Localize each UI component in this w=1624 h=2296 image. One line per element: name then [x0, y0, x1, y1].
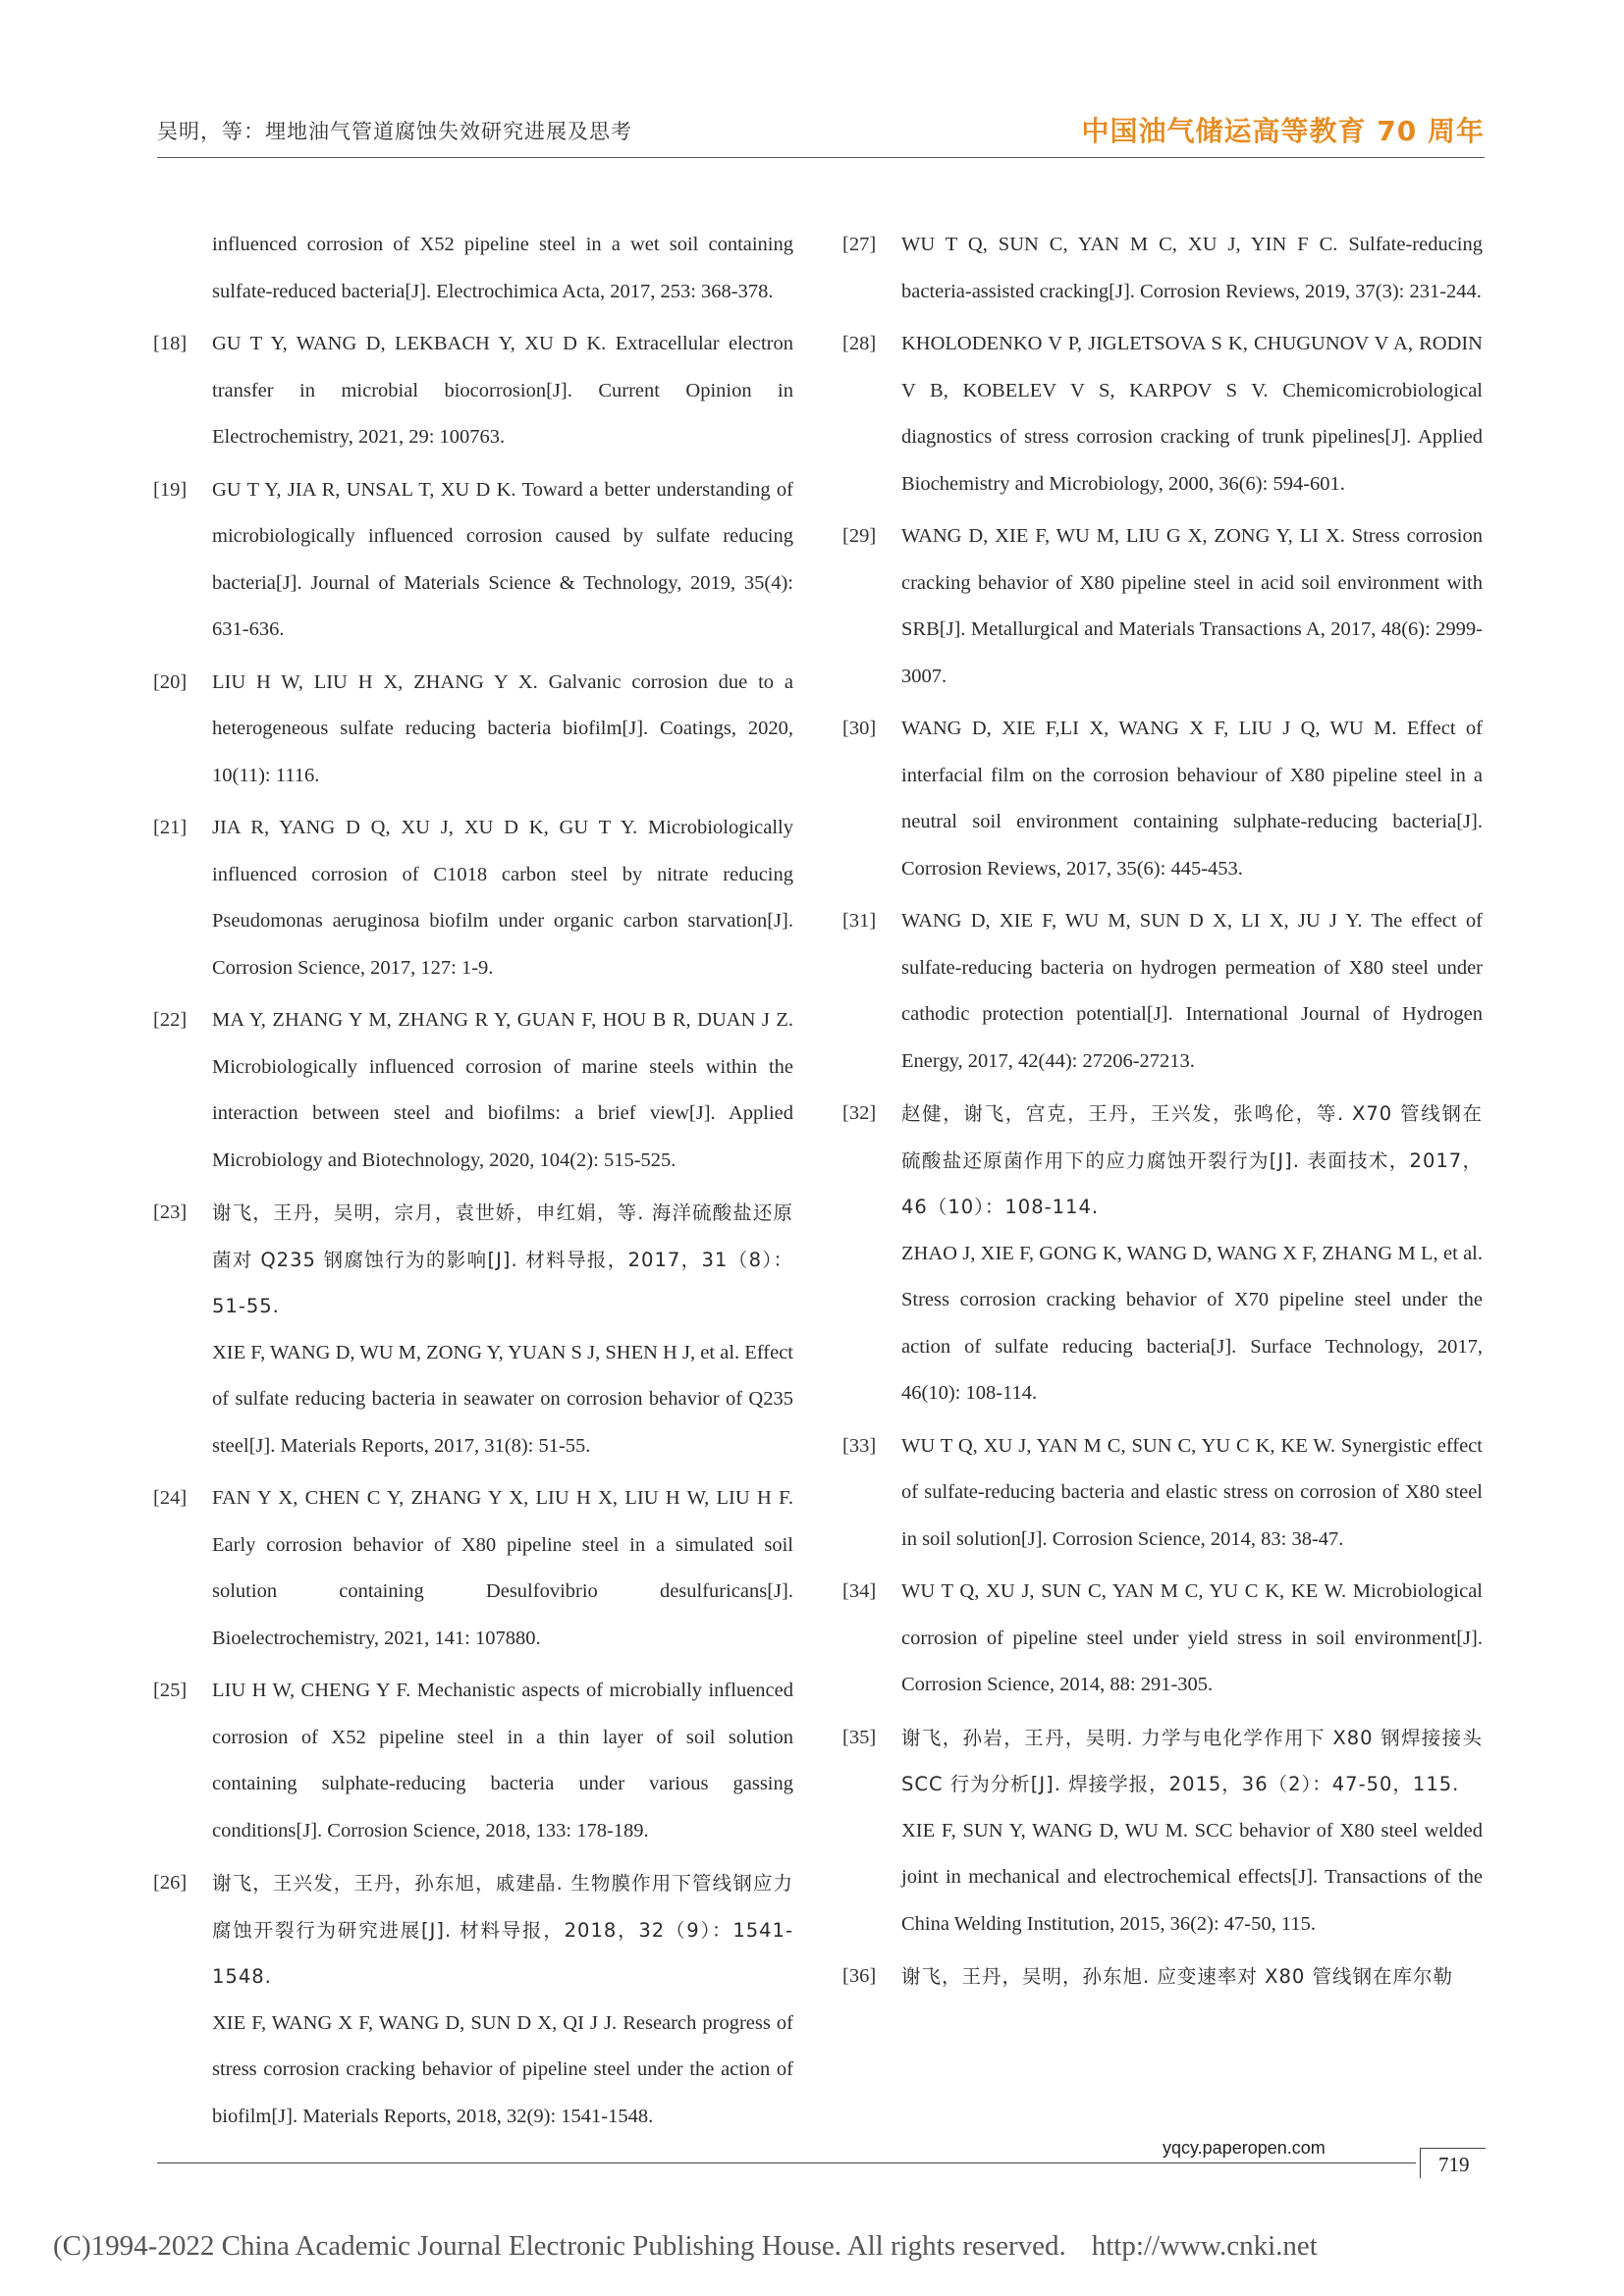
reference-item [842, 898, 1483, 1085]
reference-item [842, 513, 1483, 700]
reference-text: WU T Q, XU J, YAN M C, SUN C, YU C K, KE W. Synergistic effect of sulfate-reducing bacteria and elastic stress on corrosion of X80 steel in soil solution[J]. Corrosion Science, 2014, 83: 38-47. [901, 1434, 1483, 1550]
reference-number: [29] [842, 525, 877, 547]
reference-text-chinese: 谢飞，王兴发，王丹，孙东旭，戚建晶. 生物膜作用下管线钢应力腐蚀开裂行为研究进展[J]. 材料导报，2018，32（9）：1541-1548. [212, 1872, 793, 1988]
reference-number: [23] [153, 1201, 188, 1223]
reference-number: [19] [153, 478, 188, 501]
journal-website[interactable]: yqcy.paperopen.com [1163, 2138, 1326, 2158]
reference-number: [31] [842, 910, 877, 932]
reference-item [153, 1860, 793, 2140]
reference-item [842, 1423, 1483, 1564]
page-number: 719 [1438, 2153, 1470, 2176]
page-number-box [1420, 2148, 1486, 2178]
reference-number: [28] [842, 333, 877, 354]
reference-text-chinese: 谢飞，王丹，吴明，孙东旭. 应变速率对 X80 管线钢在库尔勒 [901, 1965, 1453, 1988]
reference-text: LIU H W, LIU H X, ZHANG Y X. Galvanic corrosion due to a heterogeneous sulfate reducing bacteria biofilm[J]. Coatings, 2020, 10(11): 1116. [212, 670, 793, 786]
reference-text: JIA R, YANG D Q, XU J, XU D K, GU T Y. Microbiologically influenced corrosion of C1018 carbon steel by nitrate reducing Pseudomonas aeruginosa biofilm under organic carbon starvation[J]. Corrosion Science, 2017, 127: 1-9. [212, 817, 793, 979]
reference-text: MA Y, ZHANG Y M, ZHANG R Y, GUAN F, HOU B R, DUAN J Z. Microbiologically influenced corrosion of marine steels within the interaction between steel and biofilms: a brief view[J]. Applied Microbiology and Biotechnology, 2020, 104(2): 515-525. [212, 1009, 793, 1171]
header-divider [157, 157, 1485, 158]
references-left-column [153, 222, 793, 2140]
reference-number: [24] [153, 1487, 188, 1509]
reference-number: [18] [153, 333, 188, 354]
reference-item [842, 1953, 1483, 2001]
cnki-url[interactable]: http://www.cnki.net [1091, 2230, 1318, 2262]
reference-number: [26] [153, 1872, 188, 1894]
reference-number: [35] [842, 1726, 877, 1748]
reference-text: WU T Q, SUN C, YAN M C, XU J, YIN F C. Sulfate-reducing bacteria-assisted cracking[J]. Corrosion Reviews, 2019, 37(3): 231-244. [901, 234, 1483, 302]
reference-number: [33] [842, 1434, 877, 1457]
reference-number: [36] [842, 1965, 877, 1987]
reference-number: [25] [153, 1680, 188, 1701]
copyright-text: (C)1994-2022 China Academic Journal Electronic Publishing House. All rights reserved. [53, 2230, 1066, 2262]
reference-item [842, 1715, 1483, 1949]
reference-text: XIE F, SUN Y, WANG D, WU M. SCC behavior of X80 steel welded joint in mechanical and electrochemical effects[J]. Transactions of the China Welding Institution, 2015, 36(2): 47-50, 115. [901, 1819, 1483, 1935]
reference-text-chinese: 谢飞，王丹，吴明，宗月，袁世娇，申红娟，等. 海洋硫酸盐还原菌对 Q235 钢腐蚀行为的影响[J]. 材料导报，2017，31（8）：51-55. [212, 1201, 793, 1317]
reference-item [153, 1668, 793, 1854]
reference-text: ZHAO J, XIE F, GONG K, WANG D, WANG X F, ZHANG M L, et al. Stress corrosion cracking behavior of X70 pipeline steel under the action of sulfate reducing bacteria[J]. Surface Technology, 2017, 46(10): 108-114. [901, 1242, 1483, 1404]
reference-text: FAN Y X, CHEN C Y, ZHANG Y X, LIU H X, LIU H W, LIU H F. Early corrosion behavior of X80 pipeline steel in a simulated soil solution containing Desulfovibrio desulfuricans[J]. Bioelectrochemistry, 2021, 141: 107880. [212, 1487, 793, 1649]
running-header-journal-banner: 中国油气储运高等教育 70 周年 [1081, 115, 1485, 147]
reference-text: WANG D, XIE F,LI X, WANG X F, LIU J Q, WU M. Effect of interfacial film on the corrosion behaviour of X80 pipeline steel in a neutral soil environment containing sulphate-reducing bacteria[J]. Corrosion Reviews, 2017, 35(6): 445-453. [901, 718, 1483, 880]
reference-item [153, 1190, 793, 1469]
reference-number: [22] [153, 1009, 188, 1031]
reference-text: GU T Y, WANG D, LEKBACH Y, XU D K. Extracellular electron transfer in microbial biocorrosion[J]. Current Opinion in Electrochemistry, 2021, 29: 100763. [212, 333, 793, 448]
running-header-authors-title: 吴明，等：埋地油气管道腐蚀失效研究进展及思考 [157, 120, 632, 143]
reference-text: WANG D, XIE F, WU M, LIU G X, ZONG Y, LI X. Stress corrosion cracking behavior of X80 pipeline steel in acid soil environment with SRB[J]. Metallurgical and Materials Transactions A, 2017, 48(6): 2999-3007. [901, 525, 1483, 687]
reference-text-chinese: 赵健，谢飞，宫克，王丹，王兴发，张鸣伦，等. X70 管线钢在硫酸盐还原菌作用下的应力腐蚀开裂行为[J]. 表面技术，2017，46（10）：108-114. [901, 1102, 1483, 1218]
references-right-column [842, 222, 1483, 2001]
reference-number: [30] [842, 718, 877, 739]
reference-item [153, 997, 793, 1184]
reference-item [842, 1091, 1483, 1417]
reference-item [153, 660, 793, 800]
reference-item [842, 321, 1483, 507]
reference-text: XIE F, WANG X F, WANG D, SUN D X, QI J J. Research progress of stress corrosion cracking behavior of pipeline steel under the action of biofilm[J]. Materials Reports, 2018, 32(9): 1541-1548. [212, 2011, 793, 2127]
reference-text: KHOLODENKO V P, JIGLETSOVA S K, CHUGUNOV V A, RODIN V B, KOBELEV V S, KARPOV S V. Chemicomicrobiological diagnostics of stress corrosion cracking of trunk pipelines[J]. Applied Biochemistry and Microbiology, 2000, 36(6): 594-601. [901, 333, 1483, 495]
reference-item [842, 222, 1483, 315]
reference-text: WU T Q, XU J, SUN C, YAN M C, YU C K, KE W. Microbiological corrosion of pipeline steel under yield stress in soil environment[J]. Corrosion Science, 2014, 88: 291-305. [901, 1580, 1483, 1695]
reference-text: XIE F, WANG D, WU M, ZONG Y, YUAN S J, SHEN H J, et al. Effect of sulfate reducing bacteria in seawater on corrosion behavior of Q235 steel[J]. Materials Reports, 2017, 31(8): 51-55. [212, 1341, 793, 1457]
reference-text: LIU H W, CHENG Y F. Mechanistic aspects of microbially influenced corrosion of X52 pipeline steel in a thin layer of soil solution containing sulphate-reducing bacteria under various gassing conditions[J]. Corrosion Science, 2018, 133: 178-189. [212, 1680, 793, 1842]
reference-item [153, 222, 793, 315]
reference-number: [32] [842, 1102, 877, 1124]
reference-item [153, 805, 793, 991]
reference-item [153, 1475, 793, 1662]
reference-text: GU T Y, JIA R, UNSAL T, XU D K. Toward a better understanding of microbiologically influenced corrosion caused by sulfate reducing bacteria[J]. Journal of Materials Science & Technology, 2019, 35(4): 631-636. [212, 478, 793, 640]
reference-item [153, 321, 793, 461]
reference-item [842, 706, 1483, 892]
reference-item [153, 467, 793, 654]
reference-text: WANG D, XIE F, WU M, SUN D X, LI X, JU J Y. The effect of sulfate-reducing bacteria on hydrogen permeation of X80 steel under cathodic protection potential[J]. International Journal of Hydrogen Energy, 2017, 42(44): 27206-27213. [901, 910, 1483, 1072]
reference-text: influenced corrosion of X52 pipeline steel in a wet soil containing sulfate-reduced bacteria[J]. Electrochimica Acta, 2017, 253: 368-378. [212, 234, 793, 302]
reference-number: [21] [153, 817, 188, 838]
copyright-line [53, 2230, 1318, 2263]
running-header [157, 110, 1485, 149]
reference-item [842, 1569, 1483, 1709]
reference-number: [27] [842, 234, 877, 255]
reference-text-chinese: 谢飞，孙岩，王丹，吴明. 力学与电化学作用下 X80 钢焊接接头 SCC 行为分析[J]. 焊接学报，2015，36（2）：47-50，115. [901, 1726, 1483, 1795]
reference-number: [34] [842, 1580, 877, 1602]
reference-number: [20] [153, 670, 188, 693]
